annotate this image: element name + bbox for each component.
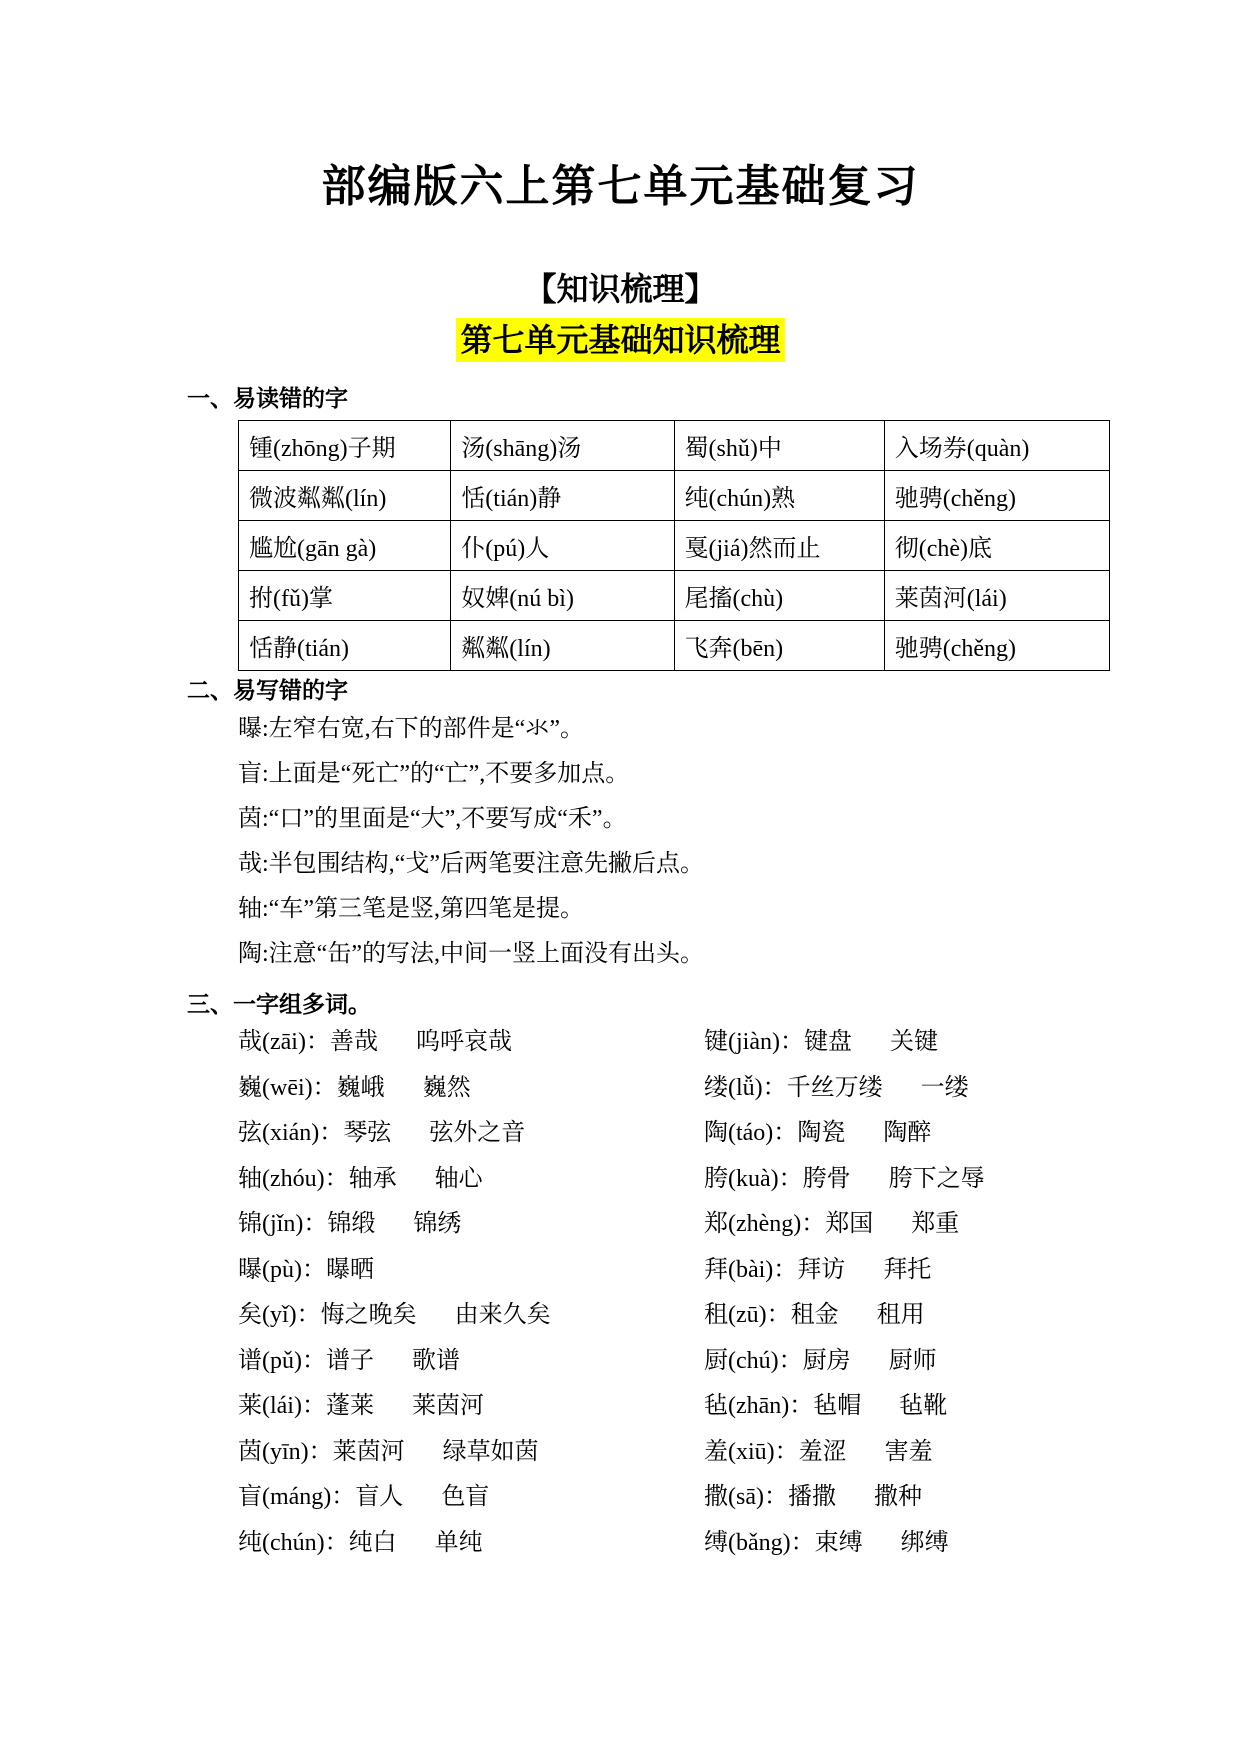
list-item <box>704 1298 985 1344</box>
list-item: 盲:上面是“死亡”的“亡”,不要多加点。 <box>238 761 630 787</box>
list-item <box>238 1025 551 1071</box>
table-row <box>239 421 1110 471</box>
table-row <box>239 621 1110 671</box>
list-item <box>238 1389 551 1435</box>
list-item <box>238 1435 551 1481</box>
word-1: 谱子 <box>325 1347 374 1374</box>
word-head: 巍(wēi)： <box>238 1074 337 1101</box>
list-item <box>704 1162 985 1208</box>
word-1: 键盘 <box>803 1029 852 1055</box>
word-head: 茵(yīn)： <box>238 1438 333 1465</box>
table-cell: 微波粼粼(lín) <box>239 471 451 521</box>
word-head: 胯(kuà)： <box>704 1165 803 1192</box>
word-1: 曝晒 <box>325 1256 374 1283</box>
word-2: 拜托 <box>883 1256 932 1283</box>
table-cell: 恬静(tián) <box>239 621 451 671</box>
list-item: 茵:“口”的里面是“大”,不要写成“禾”。 <box>238 806 627 832</box>
table-cell: 飞奔(bēn) <box>674 621 884 671</box>
word-head: 撒(sā)： <box>704 1484 788 1510</box>
list-item <box>238 1344 551 1390</box>
word-2: 单纯 <box>434 1529 483 1556</box>
list-item <box>238 1253 551 1299</box>
list-item <box>704 1253 985 1299</box>
word-head: 羞(xiū)： <box>704 1438 799 1465</box>
word-1: 郑国 <box>825 1211 874 1237</box>
word-1: 租金 <box>790 1302 839 1328</box>
word-head: 谱(pǔ)： <box>238 1347 326 1374</box>
table-row <box>239 571 1110 621</box>
easy-misread-table <box>238 420 1110 671</box>
list-item <box>704 1344 985 1390</box>
table-cell: 恬(tián)静 <box>451 471 674 521</box>
word-2: 呜呼哀哉 <box>415 1029 512 1055</box>
word-1: 巍峨 <box>336 1074 385 1101</box>
word-head: 曝(pù)： <box>238 1256 326 1283</box>
list-item <box>704 1480 985 1526</box>
list-item: 轴:“车”第三笔是竖,第四笔是提。 <box>238 896 584 922</box>
word-2: 锦绣 <box>413 1211 462 1237</box>
word-1: 锦缎 <box>327 1211 376 1237</box>
table-cell: 粼粼(lín) <box>451 621 674 671</box>
section3-heading: 三、一字组多词。 <box>187 992 371 1017</box>
word-1: 善哉 <box>329 1029 378 1055</box>
table-row <box>239 521 1110 571</box>
word-1: 悔之晚矣 <box>320 1302 417 1328</box>
table-cell: 尾搐(chù) <box>674 571 884 621</box>
word-2: 由来久矣 <box>454 1302 551 1328</box>
list-item <box>238 1526 551 1572</box>
list-item <box>704 1389 985 1435</box>
word-1: 羞涩 <box>798 1438 847 1465</box>
table-cell: 戛(jiá)然而止 <box>674 521 884 571</box>
table-cell: 汤(shāng)汤 <box>451 421 674 471</box>
word-groups-right <box>704 1025 985 1571</box>
section1-heading: 一、易读错的字 <box>187 386 348 411</box>
word-2: 轴心 <box>434 1165 483 1192</box>
word-2: 一缕 <box>920 1074 969 1101</box>
word-1: 琴弦 <box>343 1120 392 1146</box>
word-2: 郑重 <box>911 1211 960 1237</box>
word-head: 缕(lǚ)： <box>704 1074 787 1101</box>
word-head: 毡(zhān)： <box>704 1393 814 1419</box>
word-2: 租用 <box>876 1302 925 1328</box>
word-2: 胯下之辱 <box>888 1165 985 1192</box>
word-1: 千丝万缕 <box>786 1074 883 1101</box>
word-1: 胯骨 <box>802 1165 851 1192</box>
word-head: 键(jiàn)： <box>704 1029 804 1055</box>
word-2: 莱茵河 <box>411 1393 484 1419</box>
word-2: 绑缚 <box>900 1529 949 1556</box>
table-cell: 驰骋(chěng) <box>884 471 1109 521</box>
list-item <box>238 1162 551 1208</box>
list-item <box>238 1207 551 1253</box>
list-item <box>704 1526 985 1572</box>
list-item: 陶:注意“缶”的写法,中间一竖上面没有出头。 <box>238 941 704 967</box>
word-head: 锦(jǐn)： <box>238 1211 328 1237</box>
table-cell: 拊(fǔ)掌 <box>239 571 451 621</box>
highlight-title: 第七单元基础知识梳理 <box>456 318 784 362</box>
table-cell: 彻(chè)底 <box>884 521 1109 571</box>
word-head: 矣(yǐ)： <box>238 1302 321 1328</box>
word-2: 厨师 <box>888 1347 937 1374</box>
word-2: 巍然 <box>422 1074 471 1101</box>
word-head: 轴(zhóu)： <box>238 1165 349 1192</box>
word-groups-left <box>238 1025 551 1571</box>
word-head: 租(zū)： <box>704 1302 791 1328</box>
word-1: 播撒 <box>787 1484 836 1510</box>
table-cell: 奴婢(nú bì) <box>451 571 674 621</box>
word-head: 厨(chú)： <box>704 1347 803 1374</box>
list-item <box>238 1298 551 1344</box>
word-head: 陶(táo)： <box>704 1120 798 1146</box>
word-2: 绿草如茵 <box>442 1438 539 1465</box>
highlight-title-wrap <box>0 318 1241 362</box>
word-head: 莱(lái)： <box>238 1393 326 1419</box>
table-cell: 入场券(quàn) <box>884 421 1109 471</box>
word-1: 莱茵河 <box>332 1438 405 1465</box>
section-subtitle: 【知识梳理】 <box>524 271 717 307</box>
table-cell: 尴尬(gān gà) <box>239 521 451 571</box>
word-2: 歌谱 <box>411 1347 460 1374</box>
word-2: 害羞 <box>884 1438 933 1465</box>
list-item <box>238 1480 551 1526</box>
word-2: 陶醉 <box>883 1120 932 1146</box>
table-cell: 驰骋(chěng) <box>884 621 1109 671</box>
word-head: 郑(zhèng)： <box>704 1211 826 1237</box>
section2-heading: 二、易写错的字 <box>187 678 348 703</box>
page-title: 部编版六上第七单元基础复习 <box>321 162 920 211</box>
word-2: 弦外之音 <box>429 1120 526 1146</box>
word-head: 纯(chún)： <box>238 1529 349 1556</box>
list-item <box>704 1116 985 1162</box>
table-cell: 纯(chún)熟 <box>674 471 884 521</box>
word-2: 毡靴 <box>899 1393 948 1419</box>
table-cell: 蜀(shǔ)中 <box>674 421 884 471</box>
list-item <box>704 1025 985 1071</box>
easy-miswrite-list <box>238 712 704 982</box>
word-1: 纯白 <box>348 1529 397 1556</box>
word-2: 关键 <box>889 1029 938 1055</box>
table-cell: 莱茵河(lái) <box>884 571 1109 621</box>
word-1: 毡帽 <box>813 1393 862 1419</box>
word-head: 缚(bǎng)： <box>704 1529 815 1556</box>
list-item <box>238 1116 551 1162</box>
word-1: 拜访 <box>797 1256 846 1283</box>
list-item <box>704 1207 985 1253</box>
word-1: 盲人 <box>355 1484 404 1510</box>
table-cell: 锺(zhōng)子期 <box>239 421 451 471</box>
word-head: 哉(zāi)： <box>238 1029 330 1055</box>
word-1: 陶瓷 <box>797 1120 846 1146</box>
word-1: 轴承 <box>348 1165 397 1192</box>
word-head: 拜(bài)： <box>704 1256 798 1283</box>
word-1: 束缚 <box>814 1529 863 1556</box>
list-item <box>704 1435 985 1481</box>
list-item <box>704 1071 985 1117</box>
word-1: 厨房 <box>802 1347 851 1374</box>
word-1: 蓬莱 <box>325 1393 374 1419</box>
word-2: 撒种 <box>873 1484 922 1510</box>
list-item: 哉:半包围结构,“戈”后两笔要注意先撇后点。 <box>238 851 704 877</box>
word-2: 色盲 <box>441 1484 490 1510</box>
list-item <box>238 1071 551 1117</box>
word-head: 盲(máng)： <box>238 1484 356 1510</box>
word-head: 弦(xián)： <box>238 1120 344 1146</box>
table-cell: 仆(pú)人 <box>451 521 674 571</box>
table-row <box>239 471 1110 521</box>
list-item: 曝:左窄右宽,右下的部件是“氺”。 <box>238 716 584 742</box>
